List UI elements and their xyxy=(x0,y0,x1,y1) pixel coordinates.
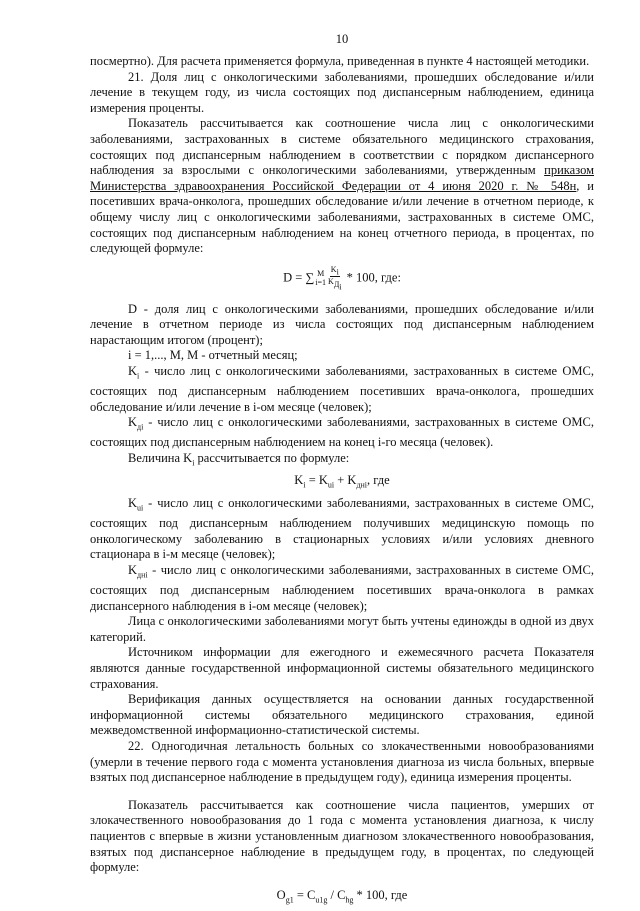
information-source: Источником информации для ежегодного и ежемесячного расчета Показателя являются данные государственной информационной системы обязательного медицинского страхования. xyxy=(90,645,594,691)
counting-note: Лица с онкологическими заболеваниями могут быть учтены единожды в одной из двух категорий. xyxy=(90,614,594,644)
definition-kui: $K_{ui}$ - число лиц с онкологическими заболеваниями, застрахованных в системе ОМС, состоящих под диспансерным наблюдением получивших медицинскую помощь по онкологическому заболеванию в стационарных условиях и/или условиях дневного стационара в i-м месяце (человек); xyxy=(90,496,594,562)
definition-d: D - доля лиц с онкологическими заболеваниями, прошедших обследование и/или лечение в отчетном периоде из числа состоящих под диспансерным наблюдением нарастающим итогом (процент); xyxy=(90,301,594,347)
section-22-heading: 22. Одногодичная летальность больных со злокачественными новообразованиями (умерли в течение первого года с момента установления диагноза из числа больных, впервые взятых под диспансерное наблюдение в предыдущем году), единица измерения проценты. xyxy=(90,738,594,785)
formula-d: D = ∑ M i=1 $\frac{K_i}{K_{Д_i}}$ * 100, где: xyxy=(283,264,401,292)
definition-ki: $K_i$ - число лиц с онкологическими заболеваниями, застрахованных в системе ОМС, состоящих под диспансерным наблюдением посетивших врача-онколога, прошедших обследование и/или лечение в i-ом месяце (человек); xyxy=(90,363,594,414)
order-link[interactable]: приказом Министерства здравоохранения Российской Федерации от 4 июня 2020 г. № 548н xyxy=(90,163,594,193)
page-number: 10 xyxy=(335,32,349,46)
section-21-calculation: Показатель рассчитывается как соотношение числа лиц с онкологическими заболеваниями, застрахованных в системе обязательного медицинского страхования, состоящих под диспансерным наблюдением в соответствии с порядком диспансерного наблюдения за взрослыми с онкологическими заболеваниями, утвержденным приказом Министерства здравоохранения Российской Федерации от 4 июня 2020 г. № 548н, и посетивших врача-онколога, прошедших обследование и/или лечение в отчетном периоде, к общему числу лиц с онкологическими заболеваниями, застрахованных в системе ОМС, состоящих под диспансерным наблюдением на конец отчетного периода, в процентах, по следующей формуле: xyxy=(90,116,594,256)
section-22-calculation: Показатель рассчитывается как соотношение числа пациентов, умерших от злокачественного новообразования до 1 года с момента установления диагноза, к числу пациентов с впервые в жизни установленным диагнозом злокачественного новообразования, взятых под диспансерное наблюдение в предыдущем году, в процентах, по следующей формуле: xyxy=(90,797,594,875)
definition-kdni: $K_{дні}$ - число лиц с онкологическими заболеваниями, застрахованных в системе ОМС, состоящих под диспансерным наблюдением посетивших врача-онколога в рамках диспансерного наблюдения в i-ом месяце (человек); xyxy=(90,562,594,613)
definition-kdi: $K_{дi}$ - число лиц с онкологическими заболеваниями, застрахованных в системе ОМС, состоящих под диспансерным наблюдением на конец i-го месяца (человек). xyxy=(90,415,594,450)
formula-ki: $K_i = K_{ui} + K_{дні}$, где xyxy=(294,472,390,490)
definition-i: i = 1,..., M, M - отчетный месяц; xyxy=(128,348,298,363)
section-21-heading: 21. Доля лиц с онкологическими заболеваниями, прошедших обследование и/или лечение в текущем году, из числа состоящих под диспансерным наблюдением, единица измерения проценты. xyxy=(90,69,594,115)
ki-calculation-note: Величина $K_i$ рассчитывается по формуле: xyxy=(128,450,350,468)
formula-og1: $O_{g1} = C_{u1g} / C_{hg} * 100$, где xyxy=(276,887,408,905)
paragraph-continuation: посмертно). Для расчета применяется формула, приведенная в пункте 4 настоящей методики. xyxy=(90,54,590,68)
data-verification: Верификация данных осуществляется на основании данных государственной информационной системы обязательного медицинского страхования, единой межведомственной информационно-статистической системы. xyxy=(90,692,594,738)
